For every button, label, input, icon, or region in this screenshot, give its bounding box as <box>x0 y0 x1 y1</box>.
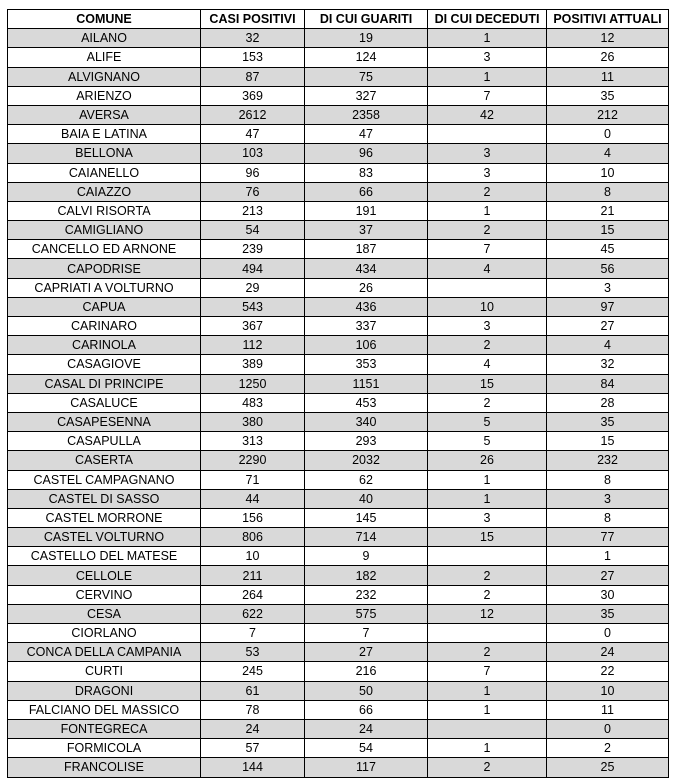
cell-comune[interactable]: CARINARO <box>8 317 201 336</box>
table-row <box>8 317 669 336</box>
cell-deceduti[interactable]: 3 <box>428 163 547 182</box>
cell-casi-positivi[interactable]: 389 <box>201 355 305 374</box>
cell-casi-positivi[interactable]: 10 <box>201 547 305 566</box>
table-row <box>8 355 669 374</box>
cell-deceduti[interactable]: 2 <box>428 758 547 777</box>
cell-comune[interactable]: CAIANELLO <box>8 163 201 182</box>
cell-deceduti[interactable]: 1 <box>428 700 547 719</box>
table-row <box>8 432 669 451</box>
cell-deceduti[interactable]: 2 <box>428 643 547 662</box>
cell-casi-positivi[interactable]: 245 <box>201 662 305 681</box>
cell-guariti[interactable]: 434 <box>305 259 428 278</box>
cell-deceduti[interactable]: 4 <box>428 355 547 374</box>
cell-casi-positivi[interactable]: 76 <box>201 182 305 201</box>
cell-deceduti[interactable]: 2 <box>428 393 547 412</box>
table-row <box>8 412 669 431</box>
cell-comune[interactable]: BELLONA <box>8 144 201 163</box>
cell-positivi-attuali[interactable]: 4 <box>547 144 669 163</box>
table-row <box>8 86 669 105</box>
cell-positivi-attuali[interactable]: 2 <box>547 739 669 758</box>
cell-deceduti[interactable] <box>428 547 547 566</box>
cell-positivi-attuali[interactable]: 0 <box>547 719 669 738</box>
cell-positivi-attuali[interactable]: 10 <box>547 163 669 182</box>
cell-guariti[interactable]: 24 <box>305 719 428 738</box>
cell-comune[interactable]: FALCIANO DEL MASSICO <box>8 700 201 719</box>
table-row <box>8 221 669 240</box>
cell-casi-positivi[interactable]: 7 <box>201 624 305 643</box>
cell-casi-positivi[interactable]: 32 <box>201 29 305 48</box>
cell-guariti[interactable]: 714 <box>305 528 428 547</box>
cell-deceduti[interactable]: 1 <box>428 739 547 758</box>
cell-comune[interactable]: BAIA E LATINA <box>8 125 201 144</box>
cell-comune[interactable]: CASTEL MORRONE <box>8 508 201 527</box>
header-casi-positivi[interactable]: CASI POSITIVI <box>201 10 305 29</box>
cell-comune[interactable]: CASAPULLA <box>8 432 201 451</box>
cell-comune[interactable]: CASAGIOVE <box>8 355 201 374</box>
cell-casi-positivi[interactable]: 239 <box>201 240 305 259</box>
table-row <box>8 470 669 489</box>
cell-casi-positivi[interactable]: 213 <box>201 201 305 220</box>
table-row <box>8 662 669 681</box>
cell-casi-positivi[interactable]: 87 <box>201 67 305 86</box>
cell-comune[interactable]: FONTEGRECA <box>8 719 201 738</box>
table-row <box>8 585 669 604</box>
cell-guariti[interactable]: 40 <box>305 489 428 508</box>
cell-comune[interactable]: CASAPESENNA <box>8 412 201 431</box>
cell-deceduti[interactable]: 42 <box>428 105 547 124</box>
cell-casi-positivi[interactable]: 1250 <box>201 374 305 393</box>
cell-deceduti[interactable]: 3 <box>428 48 547 67</box>
cell-guariti[interactable]: 9 <box>305 547 428 566</box>
cell-positivi-attuali[interactable]: 212 <box>547 105 669 124</box>
cell-comune[interactable]: CALVI RISORTA <box>8 201 201 220</box>
table-row <box>8 182 669 201</box>
cell-deceduti[interactable]: 3 <box>428 144 547 163</box>
cell-comune[interactable]: CASTEL DI SASSO <box>8 489 201 508</box>
cell-casi-positivi[interactable]: 57 <box>201 739 305 758</box>
cell-deceduti[interactable] <box>428 125 547 144</box>
cell-guariti[interactable]: 47 <box>305 125 428 144</box>
cell-deceduti[interactable]: 7 <box>428 240 547 259</box>
cell-comune[interactable]: ARIENZO <box>8 86 201 105</box>
cell-guariti[interactable]: 27 <box>305 643 428 662</box>
cell-casi-positivi[interactable]: 2612 <box>201 105 305 124</box>
cell-casi-positivi[interactable]: 153 <box>201 48 305 67</box>
cell-deceduti[interactable]: 1 <box>428 489 547 508</box>
cell-positivi-attuali[interactable]: 84 <box>547 374 669 393</box>
cell-casi-positivi[interactable]: 806 <box>201 528 305 547</box>
table-row <box>8 393 669 412</box>
cell-comune[interactable]: CARINOLA <box>8 336 201 355</box>
table-row <box>8 739 669 758</box>
cell-casi-positivi[interactable]: 2290 <box>201 451 305 470</box>
cell-guariti[interactable]: 340 <box>305 412 428 431</box>
cell-comune[interactable]: CASALUCE <box>8 393 201 412</box>
cell-deceduti[interactable] <box>428 719 547 738</box>
cell-comune[interactable]: CIORLANO <box>8 624 201 643</box>
table-row <box>8 719 669 738</box>
cell-deceduti[interactable] <box>428 624 547 643</box>
cell-deceduti[interactable]: 4 <box>428 259 547 278</box>
cell-deceduti[interactable]: 2 <box>428 182 547 201</box>
cell-comune[interactable]: CURTI <box>8 662 201 681</box>
cell-guariti[interactable]: 66 <box>305 182 428 201</box>
table-row <box>8 489 669 508</box>
table-row <box>8 528 669 547</box>
table-row <box>8 48 669 67</box>
cell-positivi-attuali[interactable]: 11 <box>547 700 669 719</box>
cell-comune[interactable]: CASERTA <box>8 451 201 470</box>
cell-positivi-attuali[interactable]: 8 <box>547 182 669 201</box>
cell-deceduti[interactable]: 3 <box>428 317 547 336</box>
cell-comune[interactable]: AVERSA <box>8 105 201 124</box>
cell-positivi-attuali[interactable]: 27 <box>547 566 669 585</box>
cell-positivi-attuali[interactable]: 15 <box>547 221 669 240</box>
cell-casi-positivi[interactable]: 112 <box>201 336 305 355</box>
cell-casi-positivi[interactable]: 61 <box>201 681 305 700</box>
cell-positivi-attuali[interactable]: 12 <box>547 29 669 48</box>
table-row <box>8 67 669 86</box>
cell-comune[interactable]: ALIFE <box>8 48 201 67</box>
cell-positivi-attuali[interactable]: 28 <box>547 393 669 412</box>
table-row <box>8 643 669 662</box>
cell-guariti[interactable]: 1151 <box>305 374 428 393</box>
cell-comune[interactable]: AILANO <box>8 29 201 48</box>
cell-guariti[interactable]: 37 <box>305 221 428 240</box>
cell-deceduti[interactable]: 15 <box>428 374 547 393</box>
cell-casi-positivi[interactable]: 24 <box>201 719 305 738</box>
cell-deceduti[interactable]: 2 <box>428 585 547 604</box>
cell-guariti[interactable]: 337 <box>305 317 428 336</box>
cell-guariti[interactable]: 75 <box>305 67 428 86</box>
cell-deceduti[interactable]: 5 <box>428 412 547 431</box>
table-row <box>8 259 669 278</box>
cell-comune[interactable]: ALVIGNANO <box>8 67 201 86</box>
table-row <box>8 201 669 220</box>
cell-casi-positivi[interactable]: 54 <box>201 221 305 240</box>
cell-casi-positivi[interactable]: 71 <box>201 470 305 489</box>
cell-casi-positivi[interactable]: 264 <box>201 585 305 604</box>
cell-positivi-attuali[interactable]: 97 <box>547 297 669 316</box>
cell-comune[interactable]: CAIAZZO <box>8 182 201 201</box>
table-row <box>8 508 669 527</box>
cell-positivi-attuali[interactable]: 45 <box>547 240 669 259</box>
cell-guariti[interactable]: 62 <box>305 470 428 489</box>
cell-comune[interactable]: CANCELLO ED ARNONE <box>8 240 201 259</box>
cell-positivi-attuali[interactable]: 232 <box>547 451 669 470</box>
cell-positivi-attuali[interactable]: 22 <box>547 662 669 681</box>
cell-casi-positivi[interactable]: 29 <box>201 278 305 297</box>
cell-guariti[interactable]: 50 <box>305 681 428 700</box>
cell-casi-positivi[interactable]: 483 <box>201 393 305 412</box>
cell-guariti[interactable]: 66 <box>305 700 428 719</box>
cell-positivi-attuali[interactable]: 77 <box>547 528 669 547</box>
cell-guariti[interactable]: 453 <box>305 393 428 412</box>
cell-positivi-attuali[interactable]: 21 <box>547 201 669 220</box>
cell-guariti[interactable]: 436 <box>305 297 428 316</box>
cell-positivi-attuali[interactable]: 24 <box>547 643 669 662</box>
cell-guariti[interactable]: 26 <box>305 278 428 297</box>
cell-guariti[interactable]: 182 <box>305 566 428 585</box>
cell-casi-positivi[interactable]: 53 <box>201 643 305 662</box>
cell-positivi-attuali[interactable]: 35 <box>547 412 669 431</box>
cell-positivi-attuali[interactable]: 25 <box>547 758 669 777</box>
cell-positivi-attuali[interactable]: 8 <box>547 470 669 489</box>
cell-casi-positivi[interactable]: 47 <box>201 125 305 144</box>
cell-casi-positivi[interactable]: 78 <box>201 700 305 719</box>
table-row <box>8 144 669 163</box>
cell-positivi-attuali[interactable]: 0 <box>547 125 669 144</box>
table-row <box>8 624 669 643</box>
cell-positivi-attuali[interactable]: 15 <box>547 432 669 451</box>
cell-positivi-attuali[interactable]: 32 <box>547 355 669 374</box>
cell-guariti[interactable]: 2358 <box>305 105 428 124</box>
table-row <box>8 297 669 316</box>
cell-casi-positivi[interactable]: 96 <box>201 163 305 182</box>
cell-guariti[interactable]: 191 <box>305 201 428 220</box>
table-row <box>8 758 669 777</box>
table-row <box>8 278 669 297</box>
cell-comune[interactable]: CASTEL VOLTURNO <box>8 528 201 547</box>
cell-guariti[interactable]: 216 <box>305 662 428 681</box>
table-row <box>8 547 669 566</box>
cell-comune[interactable]: CERVINO <box>8 585 201 604</box>
cell-deceduti[interactable]: 1 <box>428 67 547 86</box>
cell-casi-positivi[interactable]: 543 <box>201 297 305 316</box>
cell-casi-positivi[interactable]: 369 <box>201 86 305 105</box>
header-guariti[interactable]: DI CUI GUARITI <box>305 10 428 29</box>
cell-comune[interactable]: CASTELLO DEL MATESE <box>8 547 201 566</box>
cell-positivi-attuali[interactable]: 10 <box>547 681 669 700</box>
cell-casi-positivi[interactable]: 44 <box>201 489 305 508</box>
covid-cases-table <box>7 9 669 778</box>
cell-deceduti[interactable]: 15 <box>428 528 547 547</box>
cell-deceduti[interactable]: 2 <box>428 566 547 585</box>
cell-casi-positivi[interactable]: 380 <box>201 412 305 431</box>
cell-positivi-attuali[interactable]: 1 <box>547 547 669 566</box>
table-row <box>8 374 669 393</box>
cell-positivi-attuali[interactable]: 26 <box>547 48 669 67</box>
cell-comune[interactable]: CELLOLE <box>8 566 201 585</box>
cell-casi-positivi[interactable]: 103 <box>201 144 305 163</box>
cell-deceduti[interactable]: 1 <box>428 201 547 220</box>
cell-guariti[interactable]: 7 <box>305 624 428 643</box>
cell-guariti[interactable]: 117 <box>305 758 428 777</box>
cell-positivi-attuali[interactable]: 3 <box>547 278 669 297</box>
cell-casi-positivi[interactable]: 494 <box>201 259 305 278</box>
table-row <box>8 163 669 182</box>
cell-deceduti[interactable]: 10 <box>428 297 547 316</box>
cell-comune[interactable]: DRAGONI <box>8 681 201 700</box>
table-row <box>8 336 669 355</box>
table-row <box>8 604 669 623</box>
cell-comune[interactable]: CESA <box>8 604 201 623</box>
header-row <box>8 10 669 29</box>
cell-comune[interactable]: FORMICOLA <box>8 739 201 758</box>
cell-casi-positivi[interactable]: 156 <box>201 508 305 527</box>
cell-deceduti[interactable] <box>428 278 547 297</box>
cell-positivi-attuali[interactable]: 35 <box>547 86 669 105</box>
cell-comune[interactable]: CAPRIATI A VOLTURNO <box>8 278 201 297</box>
cell-deceduti[interactable]: 7 <box>428 86 547 105</box>
cell-guariti[interactable]: 96 <box>305 144 428 163</box>
cell-casi-positivi[interactable]: 367 <box>201 317 305 336</box>
header-positivi-attuali[interactable]: POSITIVI ATTUALI <box>547 10 669 29</box>
cell-comune[interactable]: FRANCOLISE <box>8 758 201 777</box>
cell-positivi-attuali[interactable]: 27 <box>547 317 669 336</box>
cell-guariti[interactable]: 327 <box>305 86 428 105</box>
cell-guariti[interactable]: 106 <box>305 336 428 355</box>
cell-deceduti[interactable]: 5 <box>428 432 547 451</box>
cell-comune[interactable]: CONCA DELLA CAMPANIA <box>8 643 201 662</box>
cell-positivi-attuali[interactable]: 11 <box>547 67 669 86</box>
cell-guariti[interactable]: 54 <box>305 739 428 758</box>
cell-casi-positivi[interactable]: 144 <box>201 758 305 777</box>
cell-deceduti[interactable]: 2 <box>428 221 547 240</box>
cell-casi-positivi[interactable]: 313 <box>201 432 305 451</box>
cell-comune[interactable]: CASAL DI PRINCIPE <box>8 374 201 393</box>
header-comune[interactable]: COMUNE <box>8 10 201 29</box>
cell-guariti[interactable]: 83 <box>305 163 428 182</box>
cell-positivi-attuali[interactable]: 56 <box>547 259 669 278</box>
cell-deceduti[interactable]: 26 <box>428 451 547 470</box>
cell-guariti[interactable]: 19 <box>305 29 428 48</box>
cell-casi-positivi[interactable]: 622 <box>201 604 305 623</box>
table-row <box>8 125 669 144</box>
cell-guariti[interactable]: 293 <box>305 432 428 451</box>
cell-comune[interactable]: CASTEL CAMPAGNANO <box>8 470 201 489</box>
header-deceduti[interactable]: DI CUI DECEDUTI <box>428 10 547 29</box>
spreadsheet <box>7 9 669 778</box>
cell-guariti[interactable]: 353 <box>305 355 428 374</box>
cell-positivi-attuali[interactable]: 35 <box>547 604 669 623</box>
table-row <box>8 240 669 259</box>
cell-positivi-attuali[interactable]: 8 <box>547 508 669 527</box>
table-row <box>8 566 669 585</box>
cell-guariti[interactable]: 187 <box>305 240 428 259</box>
table-row <box>8 700 669 719</box>
cell-deceduti[interactable]: 3 <box>428 508 547 527</box>
table-body <box>8 29 669 777</box>
table-row <box>8 29 669 48</box>
cell-deceduti[interactable]: 1 <box>428 681 547 700</box>
table-row <box>8 451 669 470</box>
cell-positivi-attuali[interactable]: 0 <box>547 624 669 643</box>
cell-deceduti[interactable]: 2 <box>428 336 547 355</box>
table-row <box>8 681 669 700</box>
cell-deceduti[interactable]: 1 <box>428 29 547 48</box>
cell-comune[interactable]: CAPUA <box>8 297 201 316</box>
cell-guariti[interactable]: 575 <box>305 604 428 623</box>
cell-guariti[interactable]: 145 <box>305 508 428 527</box>
cell-guariti[interactable]: 124 <box>305 48 428 67</box>
cell-guariti[interactable]: 2032 <box>305 451 428 470</box>
cell-deceduti[interactable]: 1 <box>428 470 547 489</box>
cell-positivi-attuali[interactable]: 3 <box>547 489 669 508</box>
cell-deceduti[interactable]: 12 <box>428 604 547 623</box>
cell-positivi-attuali[interactable]: 30 <box>547 585 669 604</box>
table-row <box>8 105 669 124</box>
cell-positivi-attuali[interactable]: 4 <box>547 336 669 355</box>
cell-comune[interactable]: CAPODRISE <box>8 259 201 278</box>
cell-comune[interactable]: CAMIGLIANO <box>8 221 201 240</box>
cell-guariti[interactable]: 232 <box>305 585 428 604</box>
cell-deceduti[interactable]: 7 <box>428 662 547 681</box>
cell-casi-positivi[interactable]: 211 <box>201 566 305 585</box>
